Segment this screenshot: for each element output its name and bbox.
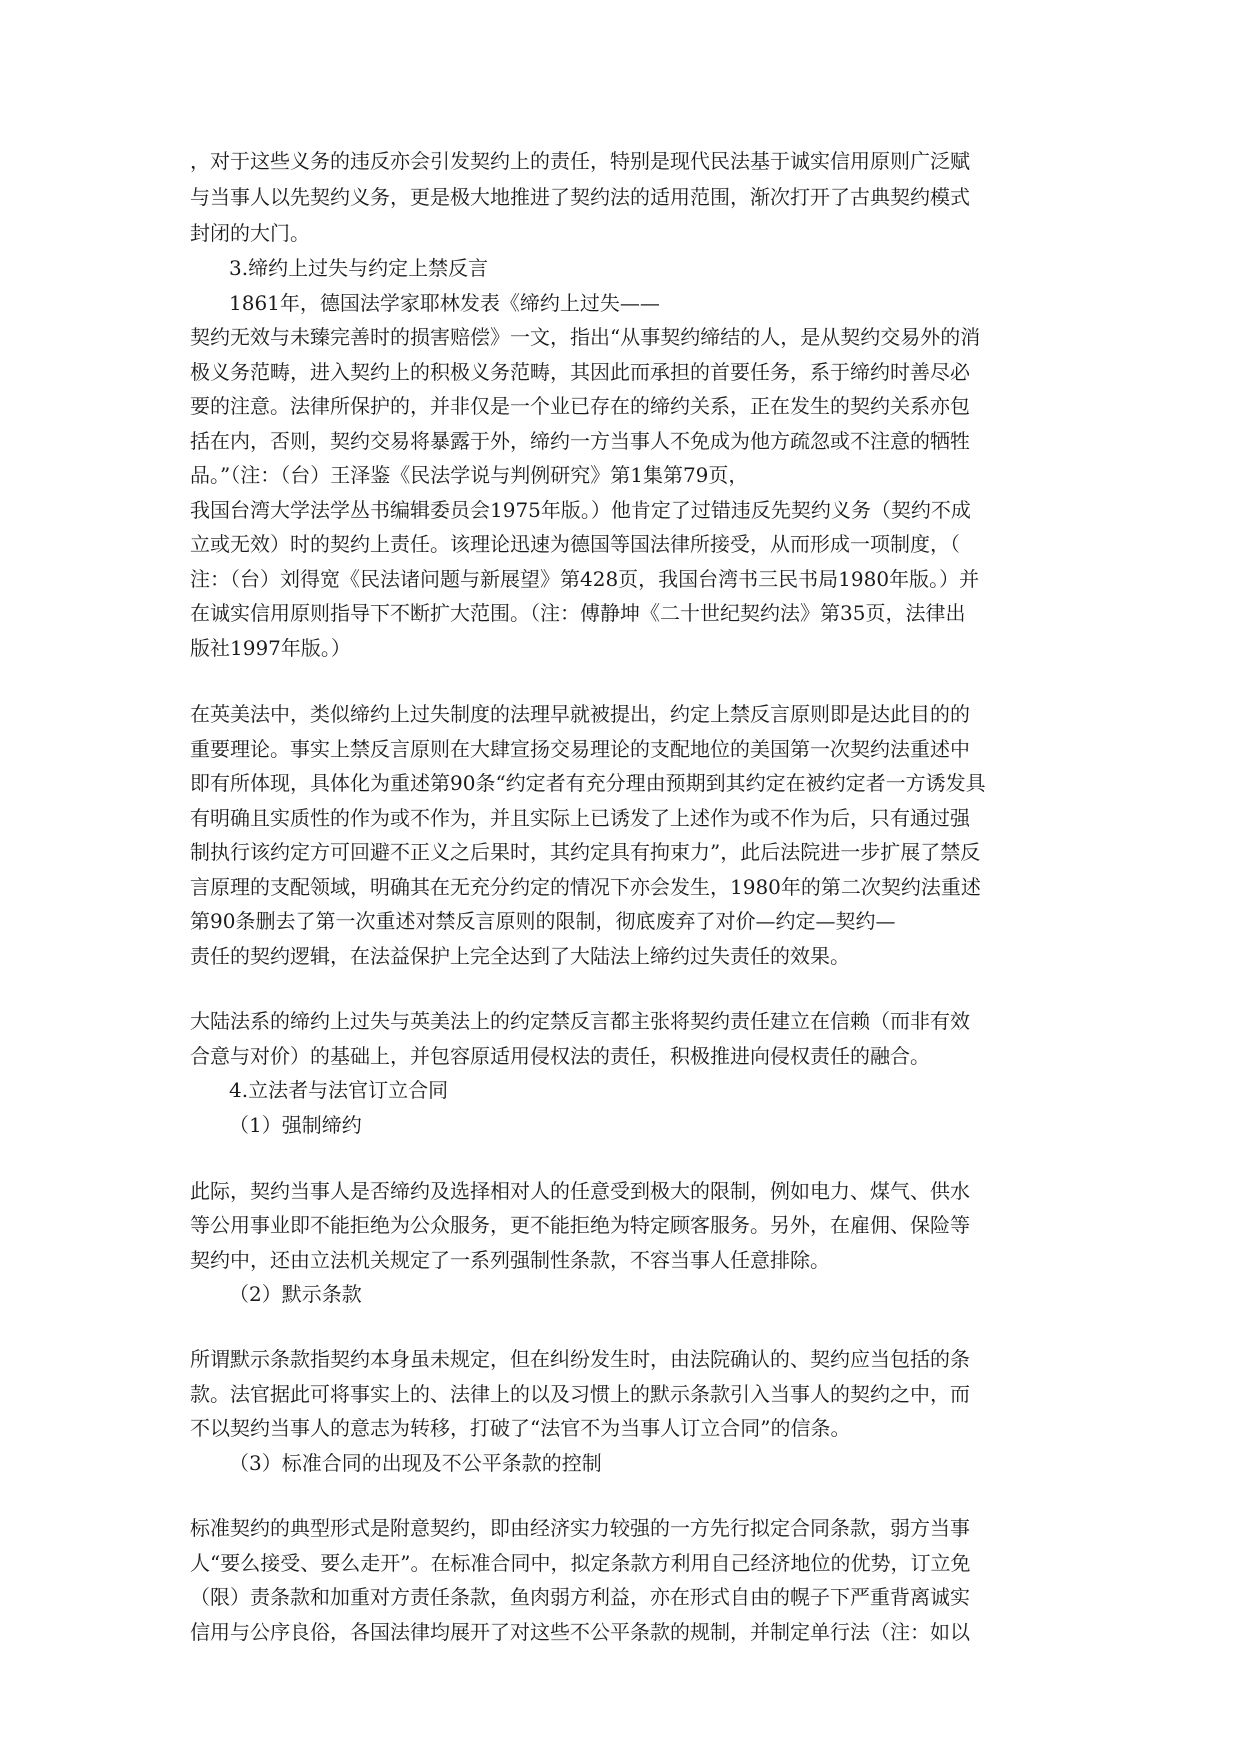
text-line: 封闭的大门。 bbox=[190, 221, 310, 245]
subsection-heading: （2）默示条款 bbox=[229, 1282, 362, 1306]
text-line: 与当事人以先契约义务，更是极大地推进了契约法的适用范围，渐次打开了古典契约模式 bbox=[190, 185, 970, 209]
subsection-heading: （3）标准合同的出现及不公平条款的控制 bbox=[229, 1451, 602, 1475]
text-line: 括在内，否则，契约交易将暴露于外，缔约一方当事人不免成为他方疏忽或不注意的牺牲 bbox=[190, 429, 970, 453]
text-line: ，对于这些义务的违反亦会引发契约上的责任，特别是现代民法基于诚实信用原则广泛赋 bbox=[190, 149, 970, 173]
text-line: 款。法官据此可将事实上的、法律上的以及习惯上的默示条款引入当事人的契约之中，而 bbox=[190, 1382, 970, 1406]
text-line: 言原理的支配领域，明确其在无充分约定的情况下亦会发生，1980年的第二次契约法重述 bbox=[190, 875, 981, 899]
text-line: 在诚实信用原则指导下不断扩大范围。（注：傅静坤《二十世纪契约法》第35页，法律出 bbox=[190, 601, 966, 625]
text-line: 有明确且实质性的作为或不作为，并且实际上已诱发了上述作为或不作为后，只有通过强 bbox=[190, 806, 970, 830]
text-line: 重要理论。事实上禁反言原则在大肆宣扬交易理论的支配地位的美国第一次契约法重述中 bbox=[190, 737, 970, 761]
text-line: 人“要么接受、要么走开”。在标准合同中，拟定条款方利用自己经济地位的优势，订立免 bbox=[190, 1551, 971, 1575]
text-line: 契约无效与未臻完善时的损害赔偿》一文，指出“从事契约缔结的人，是从契约交易外的消 bbox=[190, 325, 981, 349]
text-line: 责任的契约逻辑，在法益保护上完全达到了大陆法上缔约过失责任的效果。 bbox=[190, 944, 850, 968]
text-line: 1861年，德国法学家耶林发表《缔约上过失—— bbox=[229, 291, 660, 315]
text-line: 品。”（注：（台）王泽鉴《民法学说与判例研究》第1集第79页， bbox=[190, 463, 749, 487]
text-line: 不以契约当事人的意志为转移，打破了“法官不为当事人订立合同”的信条。 bbox=[190, 1416, 851, 1440]
text-line: 注：（台）刘得宽《民法诸问题与新展望》第428页，我国台湾书三民书局1980年版。）并 bbox=[190, 567, 980, 591]
text-line: 标准契约的典型形式是附意契约，即由经济实力较强的一方先行拟定合同条款，弱方当事 bbox=[190, 1516, 970, 1540]
text-line: 立或无效）时的契约上责任。该理论迅速为德国等国法律所接受，从而形成一项制度，（ bbox=[190, 532, 960, 556]
text-line: 等公用事业即不能拒绝为公众服务，更不能拒绝为特定顾客服务。另外，在雇佣、保险等 bbox=[190, 1213, 970, 1237]
text-line: 我国台湾大学法学丛书编辑委员会1975年版。）他肯定了过错违反先契约义务（契约不成 bbox=[190, 498, 971, 522]
text-line: 制执行该约定方可回避不正义之后果时，其约定具有拘束力”，此后法院进一步扩展了禁反 bbox=[190, 840, 981, 864]
section-heading: 3.缔约上过失与约定上禁反言 bbox=[229, 256, 489, 280]
text-line: 第90条删去了第一次重述对禁反言原则的限制，彻底废弃了对价—约定—契约— bbox=[190, 909, 896, 933]
section-heading: 4.立法者与法官订立合同 bbox=[229, 1078, 449, 1102]
text-line: 此际，契约当事人是否缔约及选择相对人的任意受到极大的限制，例如电力、煤气、供水 bbox=[190, 1179, 970, 1203]
text-line: 大陆法系的缔约上过失与英美法上的约定禁反言都主张将契约责任建立在信赖（而非有效 bbox=[190, 1009, 970, 1033]
text-line: 信用与公序良俗，各国法律均展开了对这些不公平条款的规制，并制定单行法（注：如以 bbox=[190, 1620, 970, 1644]
text-line: 极义务范畴，进入契约上的积极义务范畴，其因此而承担的首要任务，系于缔约时善尽必 bbox=[190, 360, 970, 384]
text-line: 要的注意。法律所保护的，并非仅是一个业已存在的缔约关系，正在发生的契约关系亦包 bbox=[190, 394, 970, 418]
text-line: 所谓默示条款指契约本身虽未规定，但在纠纷发生时，由法院确认的、契约应当包括的条 bbox=[190, 1347, 970, 1371]
text-line: 在英美法中，类似缔约上过失制度的法理早就被提出，约定上禁反言原则即是达此目的的 bbox=[190, 702, 970, 726]
text-line: 即有所体现，具体化为重述第90条“约定者有充分理由预期到其约定在被约定者一方诱发具 bbox=[190, 771, 986, 795]
text-line: 契约中，还由立法机关规定了一系列强制性条款，不容当事人任意排除。 bbox=[190, 1248, 830, 1272]
text-line: 合意与对价）的基础上，并包容原适用侵权法的责任，积极推进向侵权责任的融合。 bbox=[190, 1044, 930, 1068]
text-line: （限）责条款和加重对方责任条款，鱼肉弱方利益，亦在形式自由的幌子下严重背离诚实 bbox=[190, 1585, 970, 1609]
text-line: 版社1997年版。） bbox=[190, 636, 351, 660]
subsection-heading: （1）强制缔约 bbox=[229, 1113, 362, 1137]
